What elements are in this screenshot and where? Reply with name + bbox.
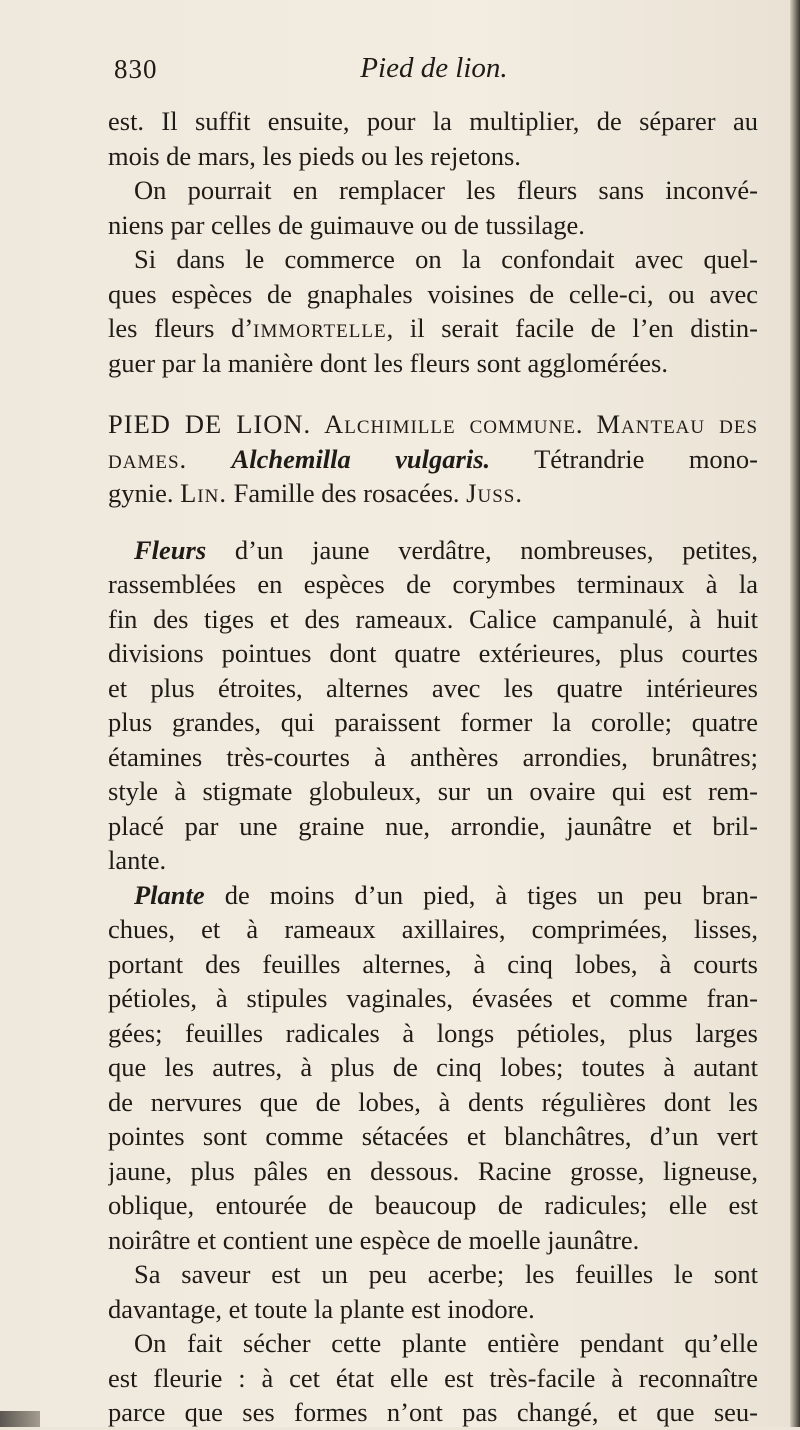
- text-line: est fleurie : à cet état elle est très-facile à reconnaître: [108, 1362, 758, 1393]
- text-line: plus grandes, qui paraissent former la corolle; quatre: [108, 707, 758, 737]
- text-line: niens par celles de guimauve ou de tussilage.: [108, 209, 585, 240]
- text-line: style à stigmate globuleux, sur un ovaire qui est rem-: [108, 776, 758, 806]
- page-edge-shadow: [790, 0, 800, 1427]
- text-line: et plus étroites, alternes avec les quatre intérieures: [108, 672, 758, 703]
- text-line: portant des feuilles alternes, à cinq lobes, à courts: [108, 948, 758, 979]
- text-line: Si dans le commerce on la confondait avec quel-: [134, 244, 758, 274]
- plante-label: Plante: [134, 879, 205, 910]
- text-line: chues, et à rameaux axillaires, comprimées, lisses,: [108, 914, 758, 944]
- text-fragment: les fleurs d’: [108, 313, 254, 343]
- text-fragment: , il serait facile de l’en distin-: [386, 313, 758, 343]
- family: Famille des rosacées.: [233, 478, 460, 508]
- text-fragment: de moins d’un pied, à tiges un peu bran-: [224, 879, 758, 910]
- text-line: On fait sécher cette plante entière pendant qu’elle: [134, 1328, 758, 1358]
- text-line: [108, 533, 758, 568]
- entry-heading: PIED DE LION.: [108, 409, 312, 439]
- entry-heading-line: [108, 407, 758, 442]
- text-line: noirâtre et contient une espèce de moelle jaunâtre.: [108, 1224, 640, 1255]
- text-line: divisions pointues dont quatre extérieures, plus courtes: [108, 638, 758, 668]
- page-number: 830: [114, 54, 158, 84]
- author-abbrev-2: Juss.: [466, 478, 523, 508]
- text-line: pointes sont comme sétacées et blanchâtres, d’un vert: [108, 1121, 758, 1151]
- text-line: oblique, entourée de beaucoup de radicules; elle est: [108, 1190, 758, 1220]
- corner-scan-mark: [0, 1411, 40, 1427]
- text-line: que les autres, à plus de cinq lobes; toutes à autant: [108, 1052, 758, 1082]
- text-line: mois de mars, les pieds ou les rejetons.: [108, 140, 521, 171]
- author-abbrev: Lin.: [180, 478, 227, 508]
- text-line: étamines très-courtes à anthères arrondies, brunâtres;: [108, 741, 758, 772]
- text-line: [108, 878, 758, 913]
- text-fragment: d’un jaune verdâtre, nombreuses, petites,: [234, 534, 758, 565]
- text-line: lante.: [108, 845, 167, 875]
- text-line: placé par une graine nue, arrondie, jaunâtre et bril-: [108, 810, 758, 841]
- common-name: Alchimille commune.: [324, 409, 584, 439]
- body-text: [108, 104, 758, 1430]
- text-line: On pourrait en remplacer les fleurs sans inconvé-: [134, 175, 758, 205]
- text-line: de nervures que de lobes, à dents régulières dont les: [108, 1086, 758, 1117]
- text-line: Sa saveur est un peu acerbe; les feuilles le sont: [134, 1259, 758, 1289]
- text-line: davantage, et toute la plante est inodore.: [108, 1293, 535, 1324]
- page-header: [114, 46, 754, 96]
- text-line: gées; feuilles radicales à longs pétioles, plus larges: [108, 1017, 758, 1048]
- section-gap: [108, 380, 758, 407]
- common-name-2-end: dames.: [108, 443, 188, 474]
- text-line: guer par la manière dont les fleurs sont agglomérées.: [108, 347, 668, 378]
- classification: Tétrandrie mono-: [534, 443, 758, 474]
- entry-heading-line: [108, 476, 758, 511]
- text-line: ques espèces de gnaphales voisines de celle-ci, ou avec: [108, 278, 758, 309]
- section-gap: [108, 511, 758, 533]
- common-name-2: Manteau des: [596, 409, 758, 439]
- text-line: est. Il suffit ensuite, pour la multiplier, de séparer au: [108, 106, 758, 136]
- running-title: Pied de lion.: [360, 52, 508, 84]
- latin-name: Alchemilla vulgaris.: [231, 443, 491, 474]
- small-caps-term: immortelle: [253, 313, 387, 343]
- fleurs-label: Fleurs: [134, 534, 207, 565]
- text-line: pétioles, à stipules vaginales, évasées et comme fran-: [108, 983, 758, 1013]
- text-line: rassemblées en espèces de corymbes terminaux à la: [108, 569, 758, 599]
- classification-end: gynie.: [108, 478, 174, 508]
- text-line: [108, 311, 758, 346]
- text-line: fin des tiges et des rameaux. Calice campanulé, à huit: [108, 603, 758, 634]
- text-line: parce que ses formes n’ont pas changé, et que seu-: [108, 1397, 758, 1427]
- text-line: jaune, plus pâles en dessous. Racine grosse, ligneuse,: [108, 1155, 758, 1186]
- entry-heading-line: [108, 442, 758, 477]
